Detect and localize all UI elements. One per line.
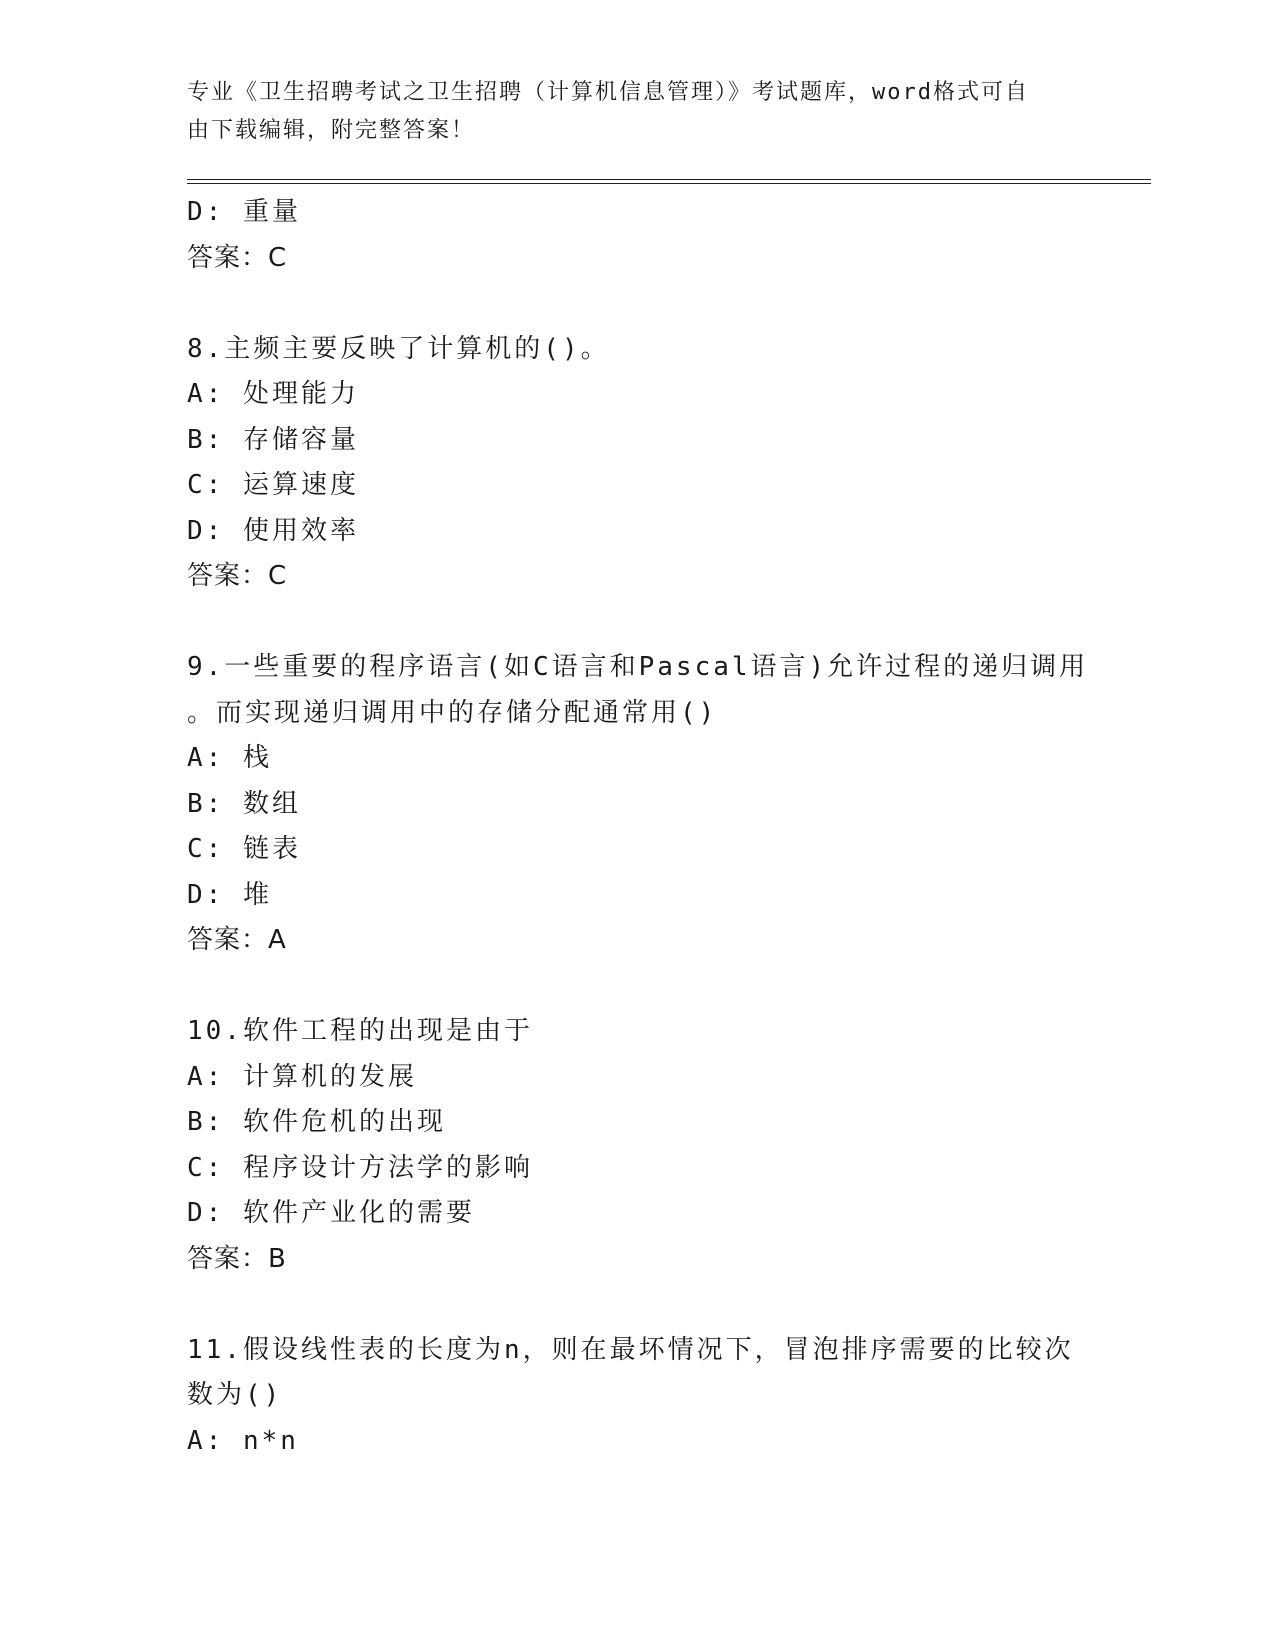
header-title-line-2: 由下载编辑，附完整答案！ bbox=[187, 118, 476, 143]
question-stem-line-2: 数为() bbox=[187, 1380, 283, 1410]
question-stem-line-1: 11.假设线性表的长度为n，则在最坏情况下，冒泡排序需要的比较次 bbox=[187, 1334, 1074, 1365]
option-d: D: 堆 bbox=[187, 879, 272, 910]
option-a: A: 计算机的发展 bbox=[187, 1061, 417, 1092]
question-stem: 10.软件工程的出现是由于 bbox=[187, 1016, 533, 1046]
spacer bbox=[187, 1282, 1087, 1328]
option-b: B: 存储容量 bbox=[187, 424, 359, 455]
answer-label: 答案：C bbox=[187, 242, 288, 273]
question-9 bbox=[187, 645, 1087, 964]
question-7-tail bbox=[187, 190, 1087, 281]
spacer bbox=[187, 281, 1087, 327]
spacer bbox=[187, 964, 1087, 1010]
document-body bbox=[187, 190, 1087, 1464]
option-d: D: 软件产业化的需要 bbox=[187, 1198, 475, 1228]
option-c: C: 程序设计方法学的影响 bbox=[187, 1152, 533, 1183]
question-10 bbox=[187, 1009, 1087, 1282]
option-b: B: 数组 bbox=[187, 788, 301, 819]
option-d: D: 重量 bbox=[187, 197, 301, 227]
answer-label: 答案：A bbox=[187, 925, 287, 955]
document-header bbox=[187, 74, 1077, 150]
option-a: A: n*n bbox=[187, 1425, 299, 1456]
question-stem-line-2: 。而实现递归调用中的存储分配通常用() bbox=[187, 697, 718, 728]
option-c: C: 运算速度 bbox=[187, 470, 359, 500]
option-d: D: 使用效率 bbox=[187, 515, 359, 546]
header-title-line-1: 专业《卫生招聘考试之卫生招聘（计算机信息管理）》考试题库，word格式可自 bbox=[187, 80, 1029, 105]
answer-label: 答案：C bbox=[187, 561, 288, 591]
question-stem: 8.主频主要反映了计算机的()。 bbox=[187, 333, 610, 364]
option-b: B: 软件危机的出现 bbox=[187, 1107, 446, 1137]
option-a: A: 处理能力 bbox=[187, 379, 359, 409]
answer-label: 答案：B bbox=[187, 1243, 287, 1274]
question-stem-line-1: 9.一些重要的程序语言(如C语言和Pascal语言)允许过程的递归调用 bbox=[187, 652, 1089, 682]
header-divider-bottom bbox=[187, 183, 1151, 184]
question-8 bbox=[187, 327, 1087, 600]
option-c: C: 链表 bbox=[187, 834, 301, 864]
spacer bbox=[187, 600, 1087, 646]
option-a: A: 栈 bbox=[187, 743, 272, 773]
header-divider-top bbox=[187, 179, 1151, 180]
question-11 bbox=[187, 1328, 1087, 1465]
